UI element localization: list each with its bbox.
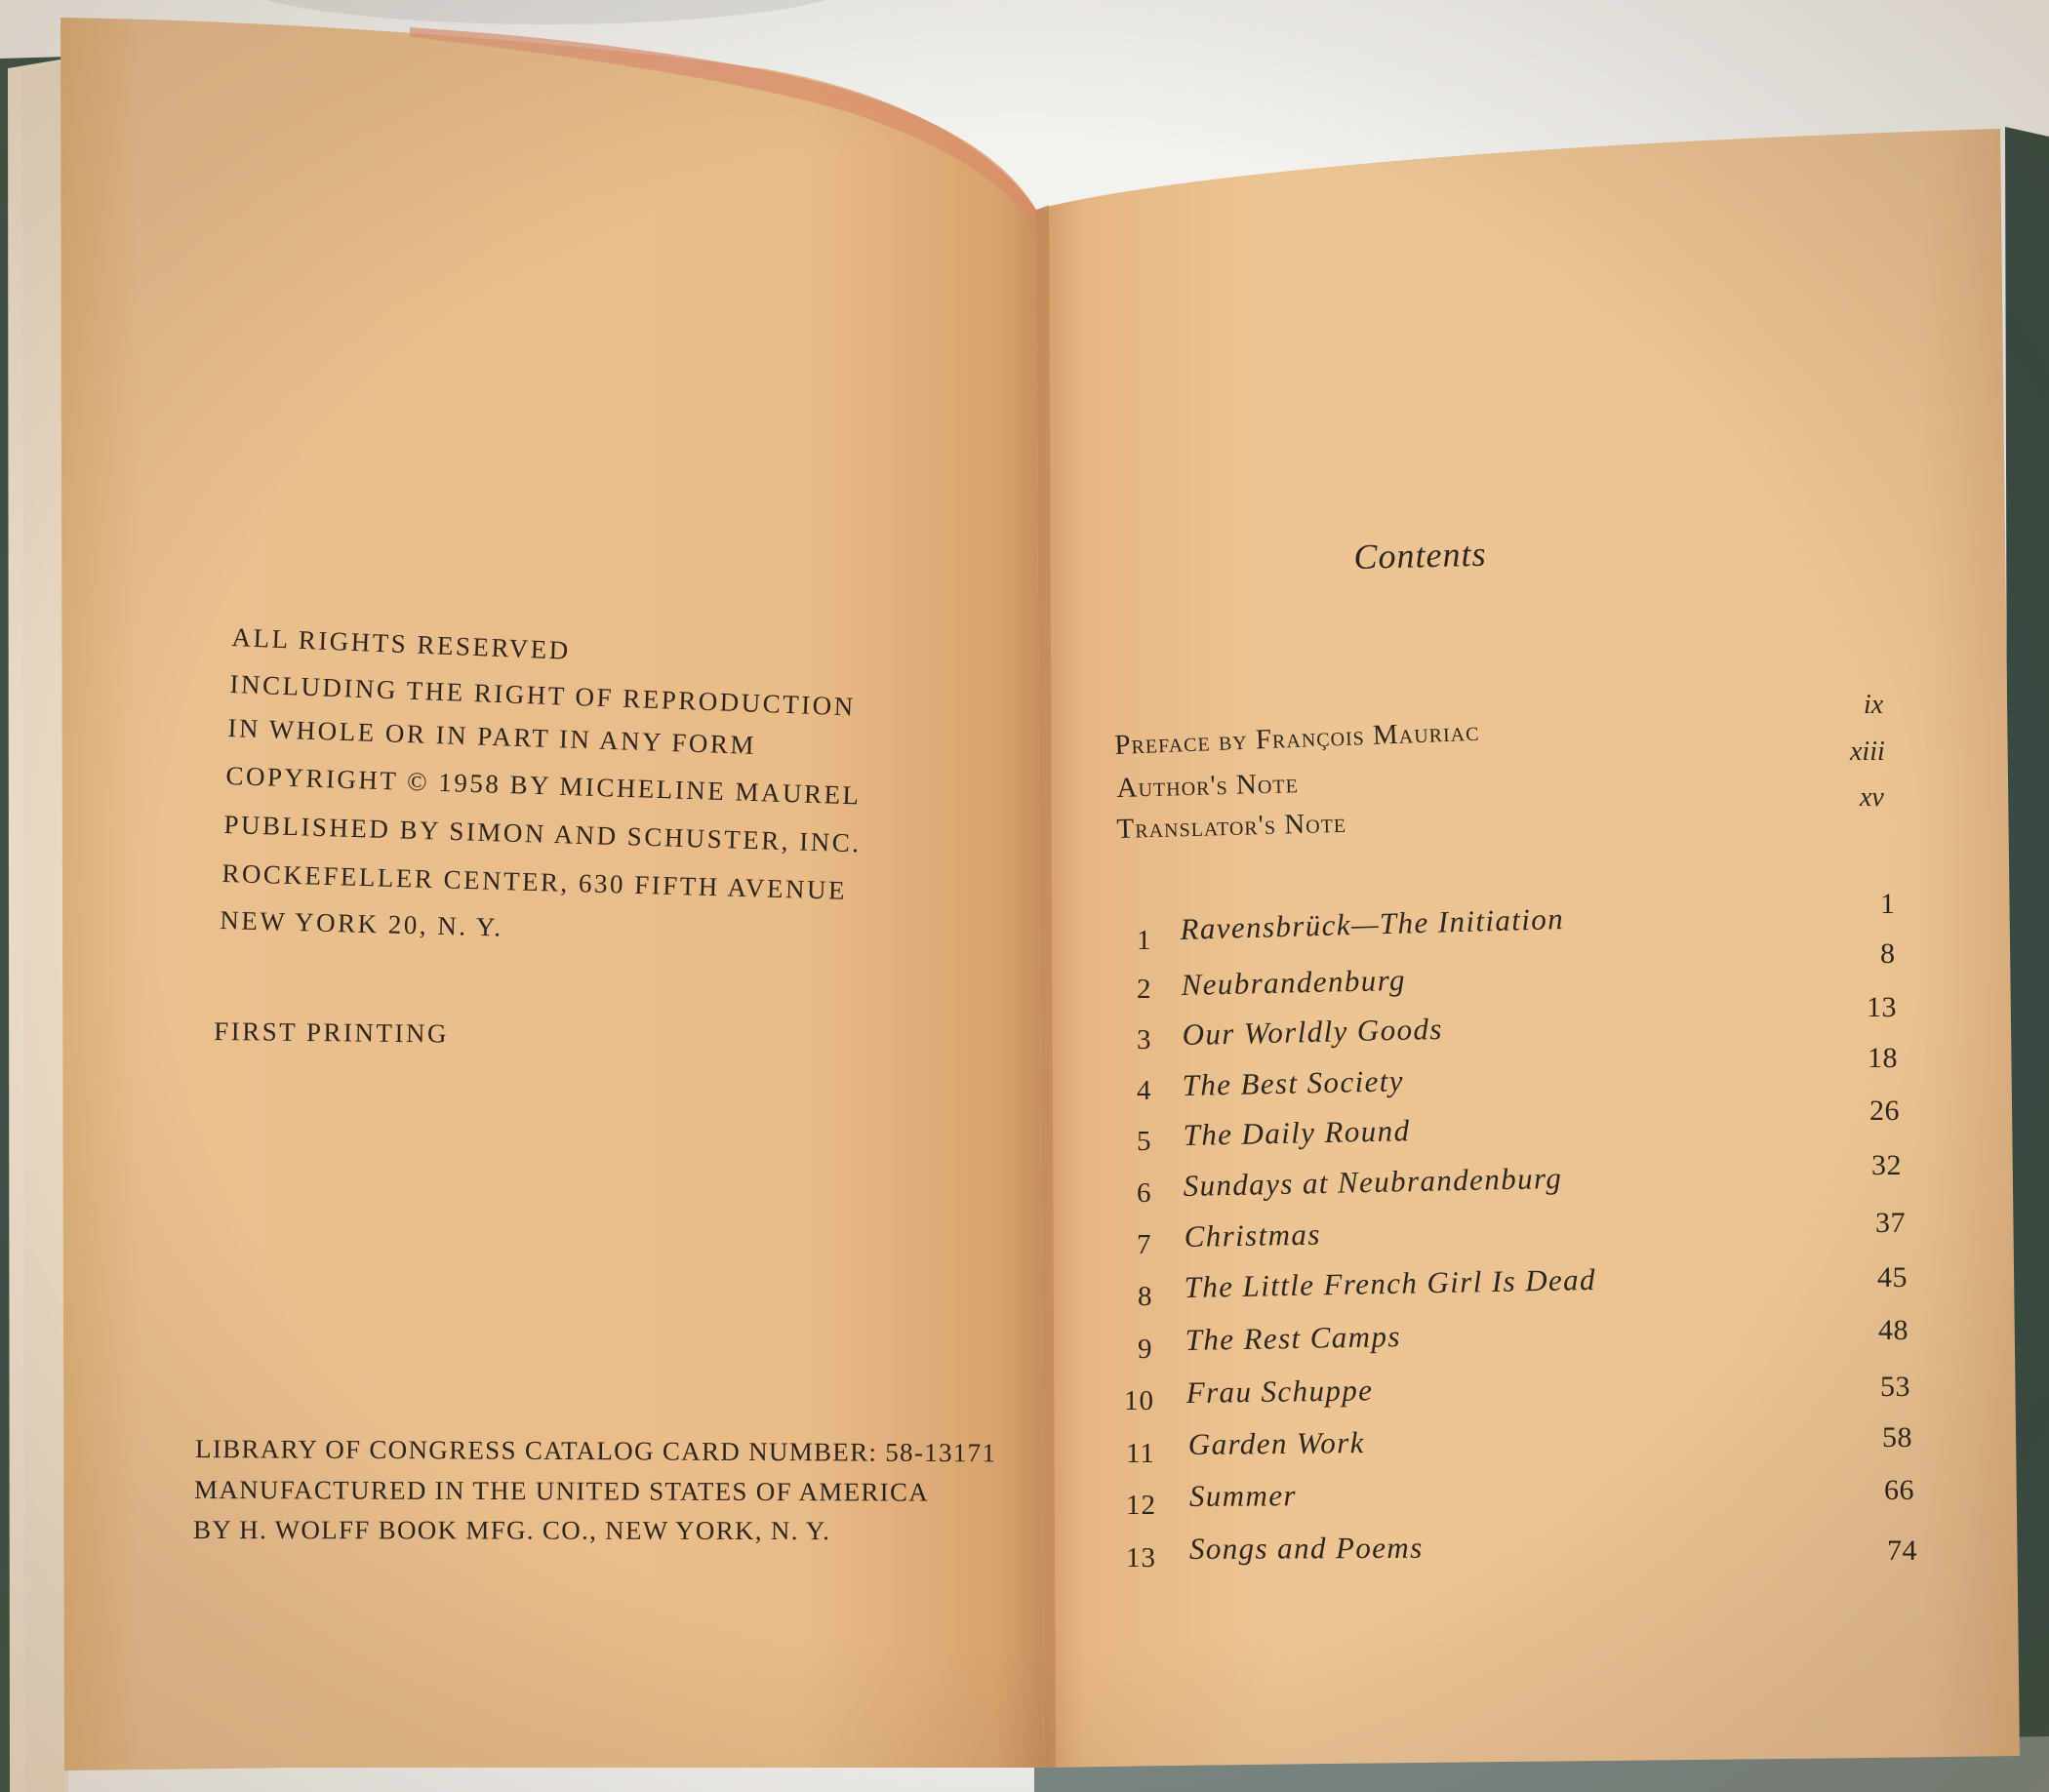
catalog-line: BY H. WOLFF BOOK MFG. CO., NEW YORK, N. Y. — [193, 1515, 831, 1546]
copyright-line: INCLUDING THE RIGHT OF REPRODUCTION — [229, 669, 857, 722]
copyright-line: COPYRIGHT © 1958 BY MICHELINE MAUREL — [225, 761, 862, 811]
toc-chapter-title: Summer — [1188, 1478, 1297, 1513]
toc-front-page: xiii — [1850, 737, 1885, 767]
toc-chapter-page: 8 — [1880, 937, 1896, 970]
toc-chapter-page: 18 — [1868, 1042, 1898, 1074]
toc-chapter-page: 37 — [1875, 1207, 1906, 1239]
toc-chapter-number: 6 — [1137, 1177, 1152, 1209]
first-printing: FIRST PRINTING — [214, 1016, 450, 1049]
toc-chapter-number: 7 — [1137, 1229, 1152, 1260]
toc-chapter-number: 8 — [1138, 1281, 1153, 1312]
toc-chapter-number: 3 — [1137, 1024, 1152, 1055]
toc-chapter-number: 4 — [1137, 1075, 1152, 1106]
toc-chapter-page: 26 — [1869, 1095, 1900, 1127]
toc-chapter-title: Sundays at Neubrandenburg — [1183, 1160, 1563, 1204]
copyright-line: IN WHOLE OR IN PART IN ANY FORM — [227, 713, 757, 760]
copyright-line: PUBLISHED BY SIMON AND SCHUSTER, INC. — [223, 810, 862, 858]
toc-chapter-title: Frau Schuppe — [1185, 1373, 1374, 1411]
catalog-line: MANUFACTURED IN THE UNITED STATES OF AMERICA — [194, 1475, 930, 1507]
copyright-line: ALL RIGHTS RESERVED — [231, 622, 572, 665]
toc-chapter-title: Songs and Poems — [1188, 1530, 1424, 1566]
toc-chapter-number: 2 — [1137, 974, 1152, 1005]
toc-chapter-number: 9 — [1138, 1334, 1153, 1365]
toc-chapter-title: The Best Society — [1182, 1063, 1405, 1103]
toc-front-item: Preface by François Mauriac — [1113, 715, 1480, 762]
toc-chapter-page: 53 — [1880, 1371, 1910, 1403]
toc-chapter-number: 1 — [1137, 925, 1152, 956]
toc-chapter-page: 13 — [1867, 991, 1897, 1023]
toc-front-page: ix — [1864, 690, 1884, 720]
toc-chapter-number: 5 — [1137, 1126, 1152, 1157]
toc-chapter-title: Ravensbrück—The Initiation — [1179, 901, 1565, 947]
toc-chapter-title: Garden Work — [1187, 1425, 1365, 1461]
toc-chapter-title: Neubrandenburg — [1181, 962, 1407, 1003]
toc-chapter-number: 10 — [1124, 1385, 1154, 1416]
toc-chapter-page: 66 — [1884, 1474, 1914, 1506]
toc-chapter-title: The Little French Girl Is Dead — [1184, 1261, 1597, 1305]
toc-chapter-page: 32 — [1871, 1149, 1902, 1181]
toc-front-item: Translator's Note — [1116, 807, 1347, 846]
toc-chapter-title: Our Worldly Goods — [1182, 1011, 1444, 1053]
toc-chapter-number: 13 — [1126, 1542, 1156, 1573]
toc-chapter-number: 12 — [1126, 1490, 1156, 1521]
contents-title: Contents — [1352, 534, 1487, 577]
toc-front-page: xv — [1860, 782, 1884, 813]
toc-chapter-page: 74 — [1887, 1534, 1917, 1567]
copyright-line: NEW YORK 20, N. Y. — [220, 905, 503, 942]
toc-chapter-page: 58 — [1882, 1421, 1912, 1454]
toc-chapter-title: The Rest Camps — [1185, 1319, 1402, 1358]
toc-chapter-title: Christmas — [1184, 1216, 1322, 1254]
toc-chapter-page: 1 — [1880, 888, 1896, 920]
copyright-line: ROCKEFELLER CENTER, 630 FIFTH AVENUE — [221, 858, 848, 905]
toc-chapter-page: 45 — [1877, 1261, 1908, 1294]
toc-chapter-page: 48 — [1878, 1314, 1908, 1346]
toc-front-item: Author's Note — [1116, 768, 1300, 805]
catalog-line: LIBRARY OF CONGRESS CATALOG CARD NUMBER: 58-13171 — [195, 1434, 997, 1468]
toc-chapter-number: 11 — [1126, 1438, 1155, 1469]
toc-chapter-title: The Daily Round — [1183, 1113, 1411, 1153]
